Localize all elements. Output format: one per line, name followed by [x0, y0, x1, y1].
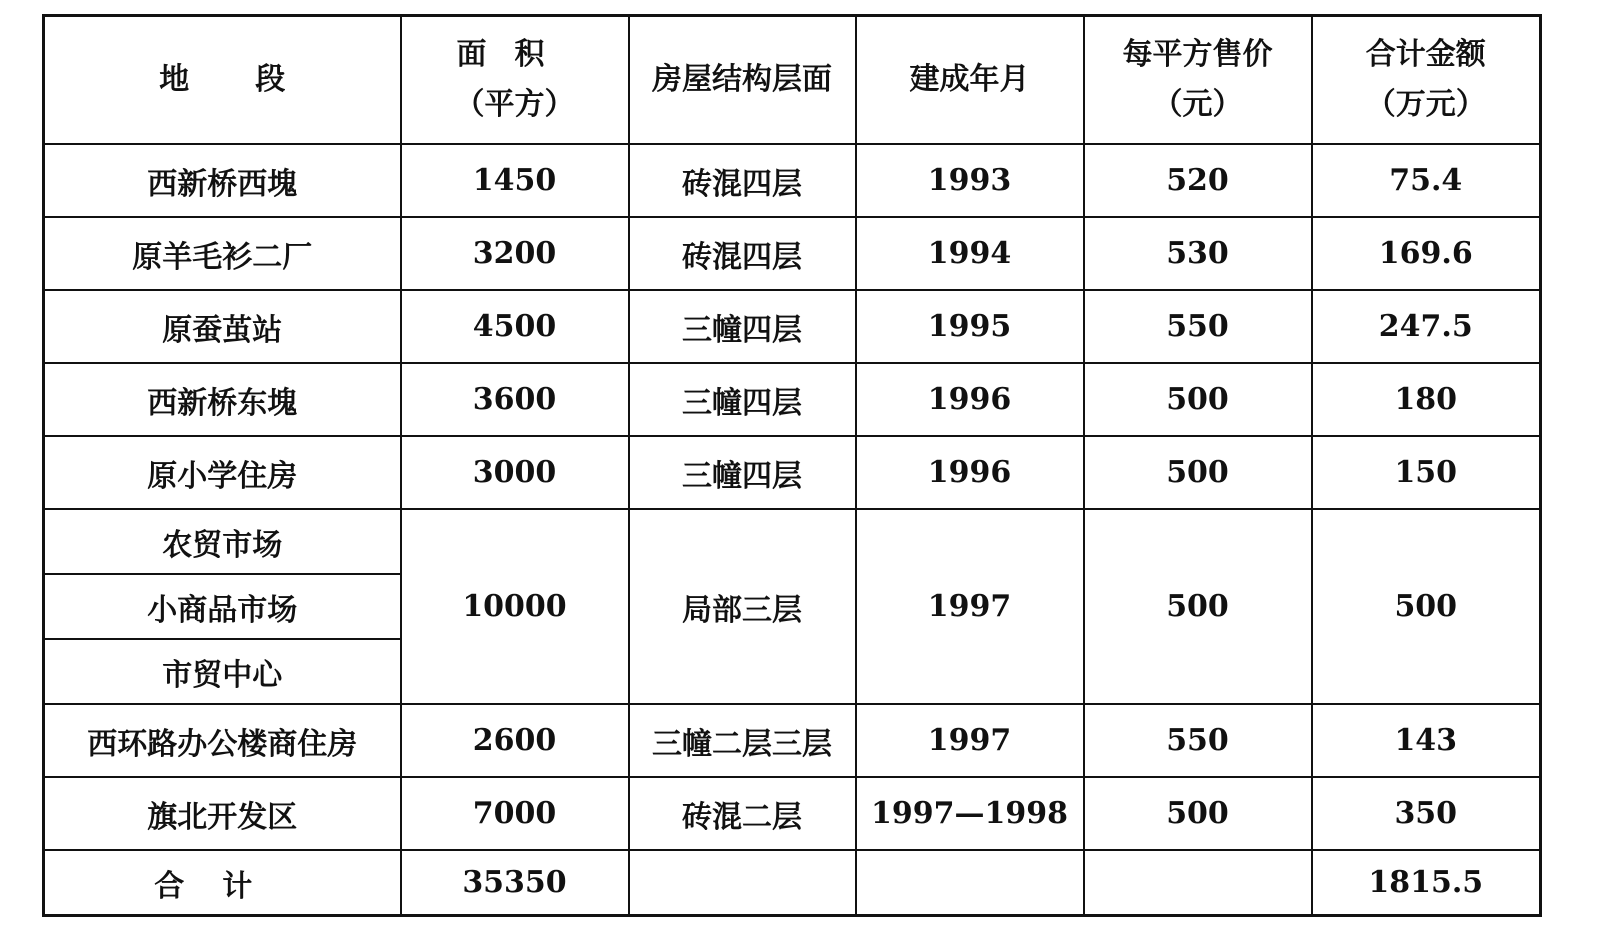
total-cell: 143 [1312, 704, 1541, 777]
header-area-unit: （平方） [454, 87, 575, 122]
year-cell: 1996 [856, 363, 1084, 436]
area-cell: 3200 [401, 217, 629, 290]
table-row-market-group [44, 509, 1541, 574]
area-cell: 10000 [401, 509, 629, 704]
property-sales-table-sheet [42, 14, 1539, 917]
header-price [1084, 16, 1312, 145]
price-cell: 550 [1084, 290, 1312, 363]
total-cell: 75.4 [1312, 144, 1541, 217]
table-row [44, 217, 1541, 290]
header-site [44, 16, 401, 145]
total-cell: 150 [1312, 436, 1541, 509]
price-cell: 520 [1084, 144, 1312, 217]
year-cell: 1995 [856, 290, 1084, 363]
price-cell: 500 [1084, 363, 1312, 436]
year-cell: 1996 [856, 436, 1084, 509]
year-cell: 1994 [856, 217, 1084, 290]
structure-cell: 砖混四层 [629, 144, 856, 217]
total-area-cell: 35350 [401, 850, 629, 916]
header-price-unit: （元） [1152, 87, 1243, 122]
table-row [44, 704, 1541, 777]
site-cell: 西环路办公楼商住房 [44, 704, 401, 777]
total-price-cell [1084, 850, 1312, 916]
area-cell: 3600 [401, 363, 629, 436]
site-cell: 原小学住房 [44, 436, 401, 509]
structure-cell: 砖混四层 [629, 217, 856, 290]
structure-cell: 三幢四层 [629, 363, 856, 436]
site-cell: 市贸中心 [44, 639, 401, 704]
total-cell: 247.5 [1312, 290, 1541, 363]
header-row [44, 16, 1541, 145]
structure-cell: 三幢二层三层 [629, 704, 856, 777]
area-cell: 3000 [401, 436, 629, 509]
table-row [44, 290, 1541, 363]
table-row [44, 144, 1541, 217]
site-cell: 原蚕茧站 [44, 290, 401, 363]
price-cell: 550 [1084, 704, 1312, 777]
price-cell: 500 [1084, 509, 1312, 704]
total-label-cell [44, 850, 401, 916]
table-row [44, 777, 1541, 850]
price-cell: 500 [1084, 777, 1312, 850]
year-cell: 1993 [856, 144, 1084, 217]
area-cell: 2600 [401, 704, 629, 777]
site-cell: 原羊毛衫二厂 [44, 217, 401, 290]
year-cell: 1997—1998 [856, 777, 1084, 850]
total-year-cell [856, 850, 1084, 916]
site-cell: 农贸市场 [44, 509, 401, 574]
header-total-unit: （万元） [1365, 87, 1486, 122]
table-row [44, 363, 1541, 436]
area-cell: 1450 [401, 144, 629, 217]
header-area-label: 面积 [456, 37, 573, 72]
total-cell: 180 [1312, 363, 1541, 436]
total-cell: 350 [1312, 777, 1541, 850]
area-cell: 4500 [401, 290, 629, 363]
structure-cell: 砖混二层 [629, 777, 856, 850]
property-sales-table [42, 14, 1542, 917]
table-row [44, 436, 1541, 509]
structure-cell: 三幢四层 [629, 290, 856, 363]
header-structure [629, 16, 856, 145]
structure-cell: 局部三层 [629, 509, 856, 704]
header-year-label: 建成年月 [909, 62, 1030, 97]
structure-cell: 三幢四层 [629, 436, 856, 509]
price-cell: 530 [1084, 217, 1312, 290]
total-cell: 500 [1312, 509, 1541, 704]
header-year [856, 16, 1084, 145]
price-cell: 500 [1084, 436, 1312, 509]
header-total-label: 合计金额 [1365, 37, 1486, 72]
header-site-label: 地段 [159, 62, 352, 97]
header-structure-label: 房屋结构层面 [652, 62, 832, 97]
year-cell: 1997 [856, 509, 1084, 704]
site-cell: 小商品市场 [44, 574, 401, 639]
header-area [401, 16, 629, 145]
total-cell: 169.6 [1312, 217, 1541, 290]
site-cell: 西新桥东塊 [44, 363, 401, 436]
year-cell: 1997 [856, 704, 1084, 777]
header-price-label: 每平方售价 [1122, 37, 1273, 72]
header-total [1312, 16, 1541, 145]
area-cell: 7000 [401, 777, 629, 850]
table-total-row [44, 850, 1541, 916]
grand-total-cell: 1815.5 [1312, 850, 1541, 916]
total-label: 合计 [154, 868, 291, 904]
site-cell: 旗北开发区 [44, 777, 401, 850]
total-structure-cell [629, 850, 856, 916]
site-cell: 西新桥西塊 [44, 144, 401, 217]
